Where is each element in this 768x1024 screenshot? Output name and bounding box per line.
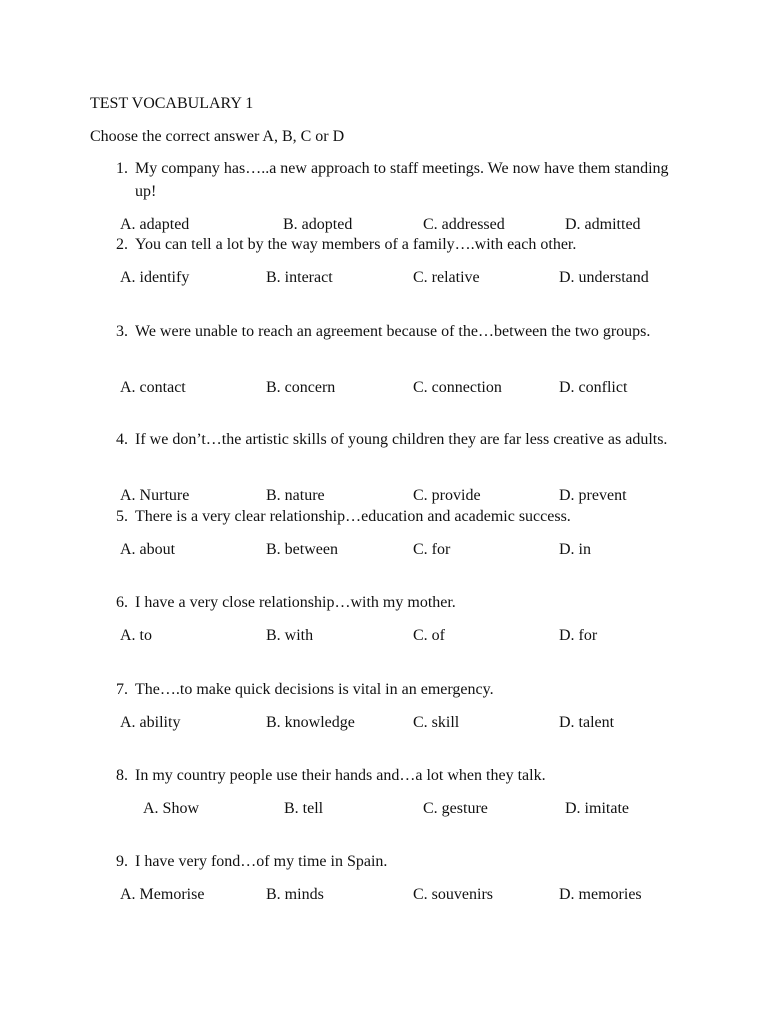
question-text: The….to make quick decisions is vital in an emergency. (135, 681, 494, 698)
page-title: TEST VOCABULARY 1 (90, 95, 254, 112)
option-d[interactable]: D. imitate (565, 800, 629, 817)
question-text: I have very fond…of my time in Spain. (135, 853, 388, 870)
option-a[interactable]: A. about (120, 541, 176, 558)
option-c[interactable]: C. connection (413, 379, 502, 396)
question-number: 5. (116, 508, 128, 525)
question-number: 9. (116, 853, 128, 870)
option-b[interactable]: B. nature (266, 487, 325, 504)
question-text: In my country people use their hands and…a lot when they talk. (135, 767, 546, 784)
option-b[interactable]: B. with (266, 627, 314, 644)
question-number: 4. (116, 431, 128, 448)
question-number: 3. (116, 323, 128, 340)
option-c[interactable]: C. addressed (423, 216, 505, 233)
option-a[interactable]: A. Memorise (120, 886, 205, 903)
question-number: 1. (116, 160, 128, 177)
option-a[interactable]: A. adapted (120, 216, 190, 233)
option-a[interactable]: A. Nurture (120, 487, 190, 504)
question-text: If we don’t…the artistic skills of young children they are far less creative as adults. (135, 431, 668, 448)
option-a[interactable]: A. Show (143, 800, 200, 817)
option-d[interactable]: D. prevent (559, 487, 627, 504)
option-d[interactable]: D. memories (559, 886, 642, 903)
option-d[interactable]: D. talent (559, 714, 615, 731)
option-b[interactable]: B. minds (266, 886, 324, 903)
instruction-text: Choose the correct answer A, B, C or D (90, 128, 345, 145)
option-c[interactable]: C. for (413, 541, 451, 558)
question-number: 8. (116, 767, 128, 784)
option-d[interactable]: D. understand (559, 269, 649, 286)
option-c[interactable]: C. gesture (423, 800, 488, 817)
question-text: I have a very close relationship…with my mother. (135, 594, 456, 611)
question-number: 6. (116, 594, 128, 611)
option-c[interactable]: C. provide (413, 487, 481, 504)
option-b[interactable]: B. interact (266, 269, 333, 286)
question-text: There is a very clear relationship…education and academic success. (135, 508, 571, 525)
option-c[interactable]: C. of (413, 627, 445, 644)
option-c[interactable]: C. relative (413, 269, 480, 286)
option-b[interactable]: B. adopted (283, 216, 353, 233)
question-text: You can tell a lot by the way members of a family….with each other. (135, 236, 577, 253)
option-a[interactable]: A. contact (120, 379, 186, 396)
option-b[interactable]: B. knowledge (266, 714, 355, 731)
option-d[interactable]: D. conflict (559, 379, 628, 396)
option-d[interactable]: D. in (559, 541, 591, 558)
option-d[interactable]: D. admitted (565, 216, 641, 233)
option-b[interactable]: B. tell (284, 800, 324, 817)
question-number: 2. (116, 236, 128, 253)
question-text: My company has…..a new approach to staff meetings. We now have them standing up! (135, 160, 669, 200)
option-c[interactable]: C. souvenirs (413, 886, 493, 903)
option-a[interactable]: A. to (120, 627, 152, 644)
option-b[interactable]: B. concern (266, 379, 336, 396)
option-c[interactable]: C. skill (413, 714, 460, 731)
option-d[interactable]: D. for (559, 627, 598, 644)
option-b[interactable]: B. between (266, 541, 338, 558)
option-a[interactable]: A. identify (120, 269, 190, 286)
question-text: We were unable to reach an agreement because of the…between the two groups. (135, 323, 651, 340)
option-a[interactable]: A. ability (120, 714, 181, 731)
question-number: 7. (116, 681, 128, 698)
